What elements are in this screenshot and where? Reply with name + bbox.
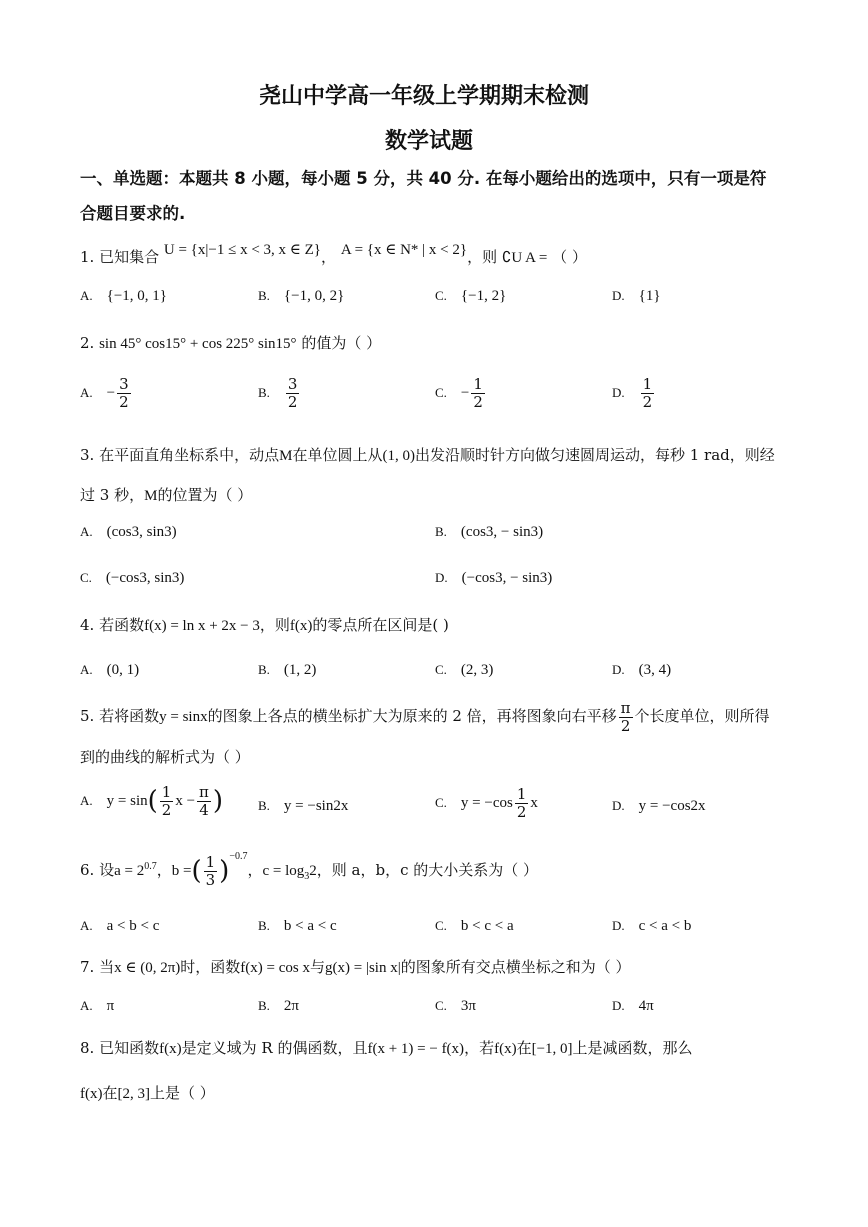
question-8-stem-line2: f(x)在[2, 3]上是（ ） [80, 1084, 215, 1102]
question-4-stem: 4. 若函数f(x) = ln x + 2x − 3，则f(x)的零点所在区间是( ) [80, 616, 449, 634]
q1-option-a: A. {−1, 0, 1} [80, 288, 167, 304]
question-3-stem-line2: 过 3 秒，M的位置为（ ） [80, 486, 253, 504]
question-3-stem-line1: 3. 在平面直角坐标系中，动点M在单位圆上从(1, 0)出发沿顺时针方向做匀速圆周运动，每秒 1 rad，则经 [80, 446, 775, 464]
q7-option-a: A. π [80, 998, 115, 1014]
q2-option-b: B. $\frac{3}{2}$ [258, 375, 298, 411]
q6-option-d: D. c < a < b [612, 918, 692, 934]
q5-option-c: C. y = −cos $\frac{1}{2}$ x [435, 785, 538, 821]
question-2-stem: 2. sin 45° cos15° + cos 225° sin15° 的值为（ ） [80, 334, 382, 352]
q3-option-a: A. (cos3, sin3) [80, 524, 177, 540]
q6-option-a: A. a < b < c [80, 918, 160, 934]
q2-option-a: A. − $\frac{3}{2}$ [80, 375, 129, 411]
page-subtitle: 数学试题 [385, 129, 474, 154]
q2-option-c: C. − $\frac{1}{2}$ [435, 375, 483, 411]
q7-option-d: D. 4π [612, 998, 654, 1014]
q7-option-c: C. 3π [435, 998, 476, 1014]
q3-option-d: D. (−cos3, − sin3) [435, 570, 553, 586]
q4-option-c: C. (2, 3) [435, 662, 494, 678]
section-heading-line2: 合题目要求的. [80, 204, 186, 223]
q5-option-d: D. y = −cos2x [612, 798, 706, 814]
question-5-stem-line2: 到的曲线的解析式为（ ） [80, 748, 250, 766]
q3-option-c: C. (−cos3, sin3) [80, 570, 185, 586]
q1-option-c: C. {−1, 2} [435, 288, 507, 304]
section-heading-line1: 一、单选题：本题共 8 小题，每小题 5 分，共 40 分. 在每小题给出的选项中，只有一项是符 [80, 169, 767, 188]
q5-option-a: A. y = sin( $\frac{1}{2}$ x − $\frac{\pi}{4}$ ) [80, 783, 224, 819]
q3-option-b: B. (cos3, − sin3) [435, 524, 544, 540]
q4-option-b: B. (1, 2) [258, 662, 317, 678]
trig-expression: sin 45° cos15° + cos 225° sin15° [99, 336, 297, 352]
question-7-stem: 7. 当x ∈ (0, 2π)时，函数f(x) = cos x与g(x) = |sin x|的图象所有交点横坐标之和为（ ） [80, 958, 631, 976]
complement-expression: ∁U A = [501, 250, 548, 266]
question-1-stem: 1. 已知集合 U = {x|−1 ≤ x < 3, x ∈ Z}， A = {x ∈ N* | x < 2}，则 ∁U A = （ ） [80, 242, 587, 266]
q6-option-c: C. b < c < a [435, 918, 514, 934]
set-a-expression: A = {x ∈ N* | x < 2} [340, 242, 468, 258]
page-title: 尧山中学高一年级上学期期末检测 [259, 84, 590, 109]
q2-option-d: D. $\frac{1}{2}$ [612, 375, 653, 411]
q5-option-b: B. y = −sin2x [258, 798, 349, 814]
question-6-stem: 6. 设$a = 2^{0.7}$，b =( $\frac{1}{3}$ )$^{-0.7}$，$c = \log_32$，则 a，b，c 的大小关系为（ ） [80, 851, 539, 889]
set-u-expression: U = {x|−1 ≤ x < 3, x ∈ Z} [163, 242, 322, 258]
q1-option-d: D. {1} [612, 288, 661, 304]
q7-option-b: B. 2π [258, 998, 299, 1014]
q4-option-d: D. (3, 4) [612, 662, 672, 678]
q4-option-a: A. (0, 1) [80, 662, 140, 678]
question-5-stem-line1: 5. 若将函数y = sinx的图象上各点的横坐标扩大为原来的 2 倍，再将图象向右平移 $\frac{\pi}{2}$ 个长度单位，则所得 [80, 699, 770, 735]
q1-option-b: B. {−1, 0, 2} [258, 288, 345, 304]
question-8-stem-line1: 8. 已知函数f(x)是定义域为 R 的偶函数，且f(x + 1) = − f(x)，若f(x)在[−1, 0]上是减函数，那么 [80, 1039, 693, 1057]
q6-option-b: B. b < a < c [258, 918, 337, 934]
